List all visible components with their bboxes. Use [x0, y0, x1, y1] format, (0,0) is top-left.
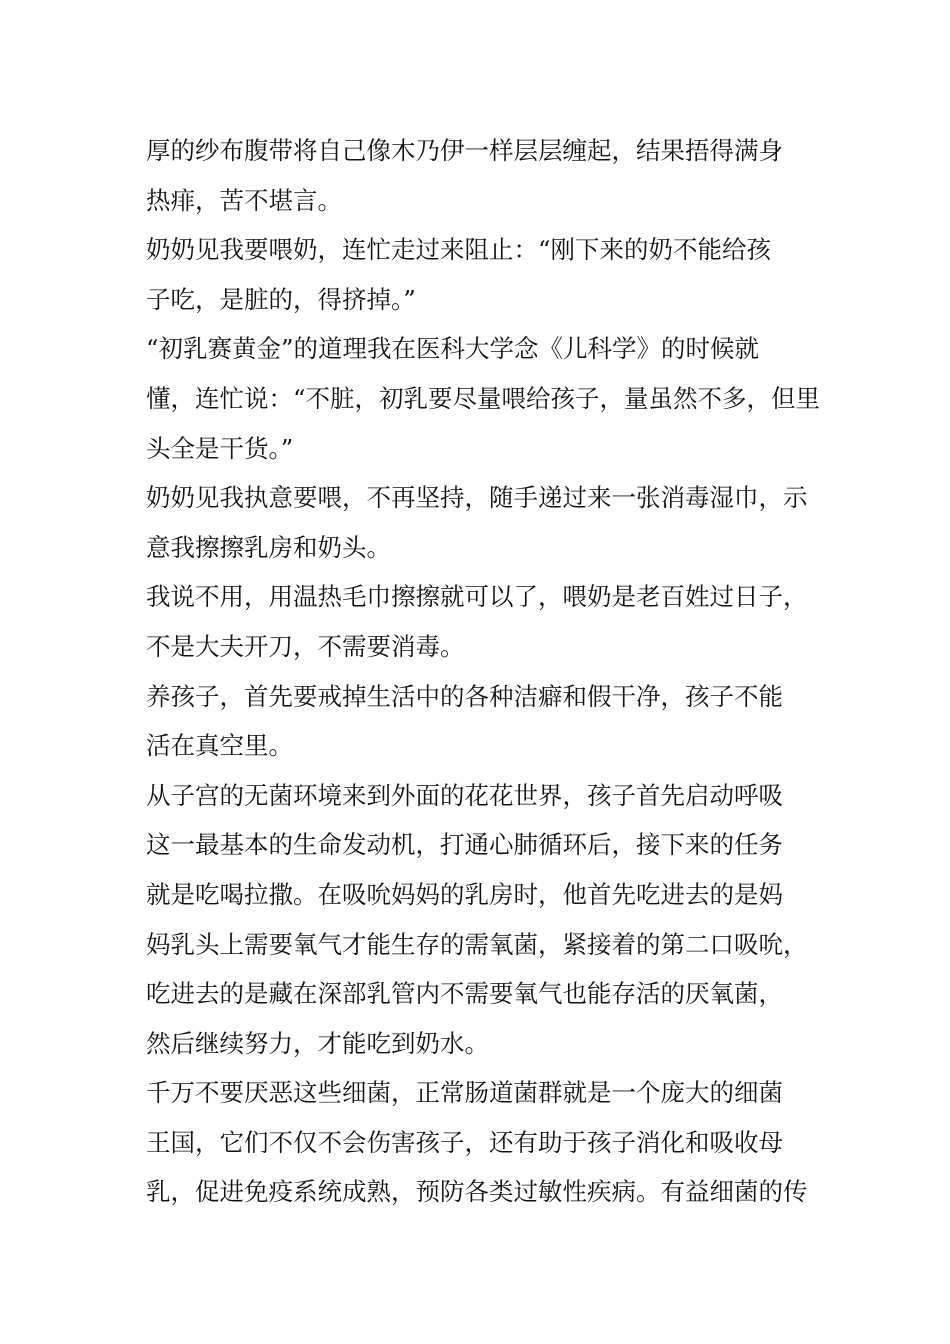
text-line: “初乳赛黄金”的道理我在医科大学念《儿科学》的时候就: [146, 334, 760, 364]
text-line: 懂，连忙说：“不脏，初乳要尽量喂给孩子，量虽然不多，但里: [146, 383, 821, 413]
text-line: 奶奶见我执意要喂，不再坚持，随手递过来一张消毒湿巾，示: [146, 483, 808, 513]
text-line: 这一最基本的生命发动机，打通心肺循环后，接下来的任务: [146, 830, 783, 860]
body-text: [146, 126, 826, 1217]
text-line: 热痱，苦不堪言。: [146, 185, 342, 215]
text-line: 就是吃喝拉撒。在吸吮妈妈的乳房时，他首先吃进去的是妈: [146, 879, 783, 909]
text-line: 千万不要厌恶这些细菌，正常肠道菌群就是一个庞大的细菌: [146, 1078, 783, 1108]
text-line: 不是大夫开刀，不需要消毒。: [146, 631, 465, 661]
text-line: 我说不用，用温热毛巾擦擦就可以了，喂奶是老百姓过日子，: [146, 582, 808, 612]
text-line: 意我擦擦乳房和奶头。: [146, 532, 391, 562]
text-line: 奶奶见我要喂奶，连忙走过来阻止：“刚下来的奶不能给孩: [146, 235, 772, 265]
text-line: 王国，它们不仅不会伤害孩子，还有助于孩子消化和吸收母: [146, 1127, 783, 1157]
text-line: 吃进去的是藏在深部乳管内不需要氧气也能存活的厌氧菌，: [146, 979, 783, 1009]
text-line: 头全是干货。”: [146, 433, 294, 463]
text-line: 活在真空里。: [146, 731, 293, 761]
text-line: 从子宫的无菌环境来到外面的花花世界，孩子首先启动呼吸: [146, 780, 783, 810]
text-line: 乳，促进免疫系统成熟，预防各类过敏性疾病。有益细菌的传: [146, 1177, 808, 1207]
text-line: 妈乳头上需要氧气才能生存的需氧菌，紧接着的第二口吸吮，: [146, 929, 808, 959]
text-line: 厚的纱布腹带将自己像木乃伊一样层层缠起，结果捂得满身: [146, 136, 783, 165]
text-line: 然后继续努力，才能吃到奶水。: [146, 1028, 489, 1058]
text-line: 养孩子，首先要戒掉生活中的各种洁癖和假干净，孩子不能: [146, 681, 783, 711]
text-line: 子吃，是脏的，得挤掉。”: [146, 284, 416, 314]
